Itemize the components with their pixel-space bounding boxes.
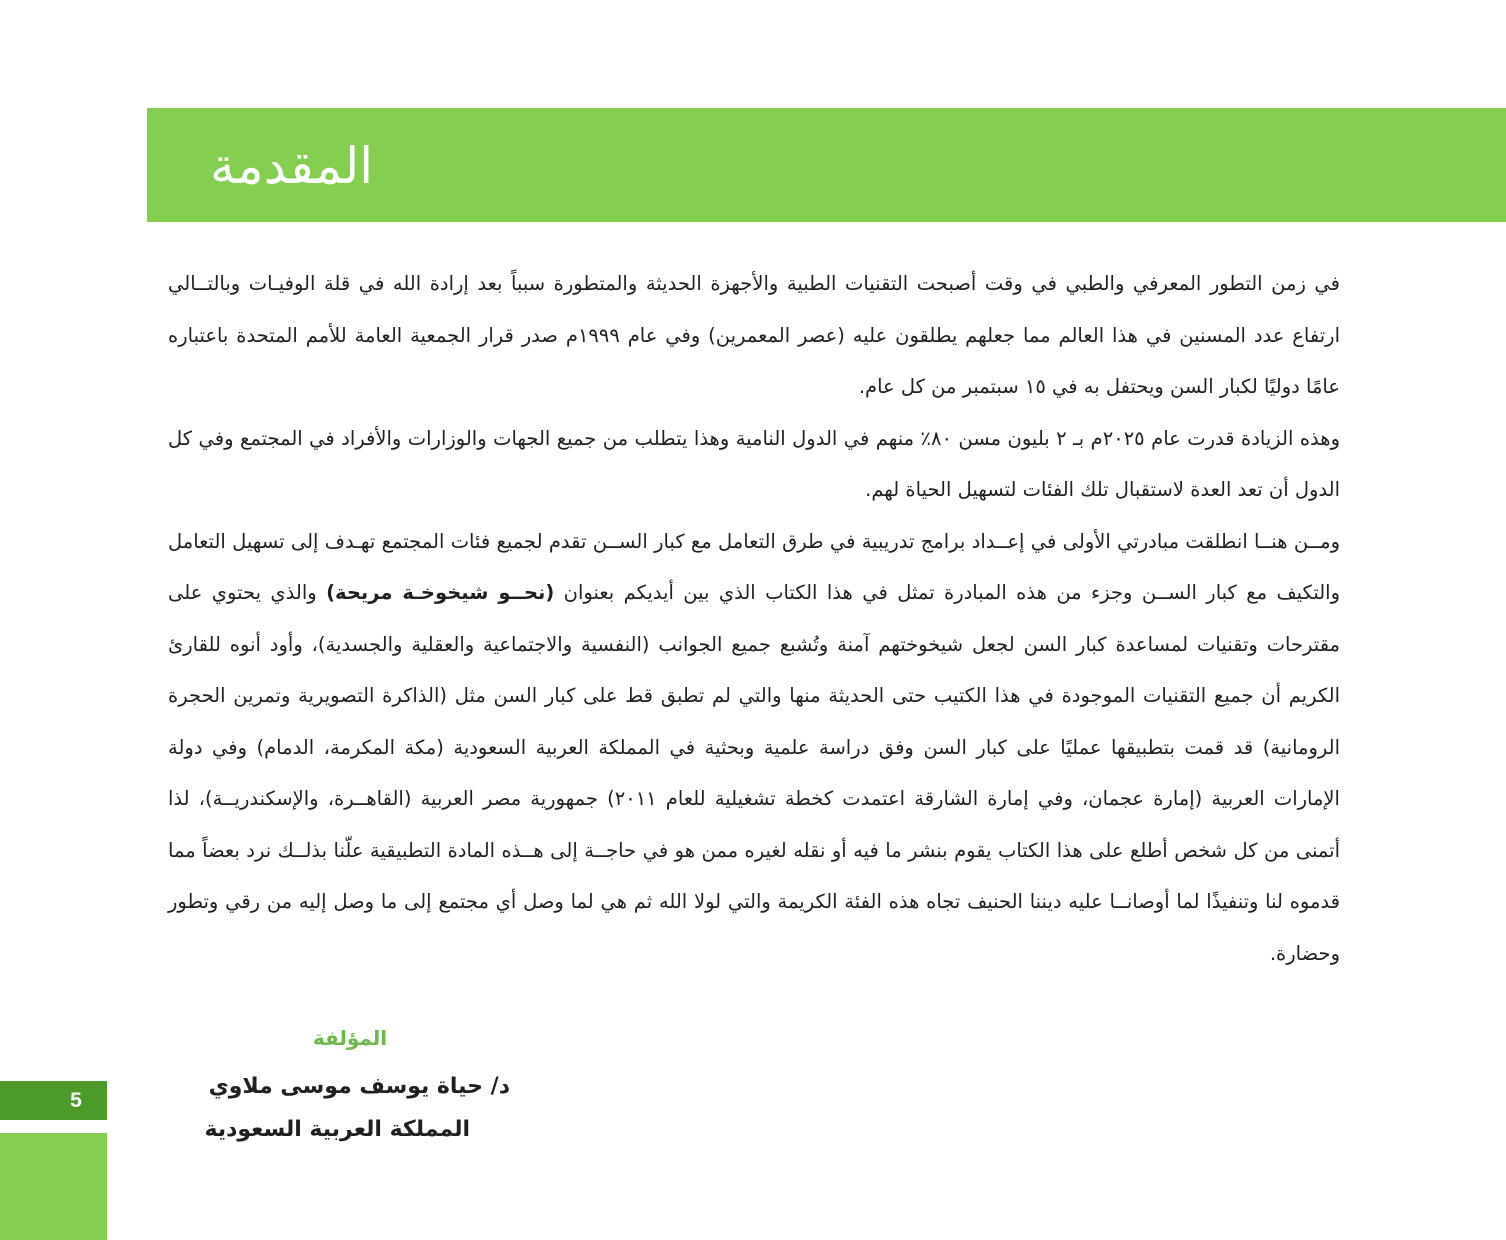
paragraph [168,516,1340,980]
page-title: المقدمة [210,137,374,195]
paragraph-text: والذي يحتوي على مقترحات وتقنيات لمساعدة كبار السن لجعل شيخوختهم آمنة وتُشبع جميع الجوانب (النفسية والاجتماعية والعقلية والجسدية)، وأود أنوه للقارئ الكريم أن جميع التقنيات الموجودة في هذا الكتيب حتى الحديثة منها والتي لم تطبق قط على كبار السن مثل (الذاكرة التصويرية وتمرين الحجرة الرومانية) قد قمت بتطبيقها عمليًا على كبار السن وفق دراسة علمية وبحثية في المملكة العربية السعودية (مكة المكرمة، الدمام) وفي دولة الإمارات العربية (إمارة عجمان، وفي إمارة الشارقة اعتمدت كخطة تشغيلية للعام ٢٠١١) جمهورية مصر العربية (القاهــرة، والإسكندريــة)، لذا أتمنى من كل شخص أطلع على هذا الكتاب يقوم بنشر ما فيه أو نقله لغيره ممن هو في حاجــة إلى هــذه المادة التطبيقية علّنا بذلــك نرد بعضاً مما قدموه لنا وتنفيذًا لما أوصانــا عليه ديننا الحنيف تجاه هذه الفئة الكريمة والتي لولا الله ثم هي لما وصل أي مجتمع إلى ما وصل إليه من رقي وتطور وحضارة. [168,581,1340,965]
author-country: المملكة العربية السعودية [204,1117,470,1142]
page-corner-bar [0,1133,107,1240]
author-role: المؤلفة [312,1026,388,1050]
page-number: 5 [70,1089,82,1112]
author-name: د/ حياة يوسف موسى ملاوي [208,1074,510,1099]
book-title-emphasis: (نحــو شيخوخـة مريحة) [326,581,555,604]
body-text [168,258,1340,979]
paragraph: في زمن التطور المعرفي والطبي في وقت أصبحت التقنيات الطبية والأجهزة الحديثة والمتطورة سبباً بعد إرادة الله في قلة الوفيـات وبالتــالي ارتفاع عدد المسنين في هذا العالم مما جعلهم يطلقون عليه (عصر المعمرين) وفي عام ١٩٩٩م صدر قرار الجمعية العامة للأمم المتحدة باعتباره عامًا دوليًا لكبار السن ويحتفل به في ١٥ سبتمبر من كل عام. [168,272,1340,398]
paragraph-text: ومــن هنــا انطلقت مبادرتي الأولى في إعــداد برامج تدريبية في طرق التعامل مع كبار الســن تقدم لجميع فئات المجتمع تهـدف إلى تسهيل التعامل والتكيف مع كبار الســن وجزء من هذه المبادرة تمثل في هذا الكتاب الذي بين أيديكم بعنوان [168,529,1340,604]
paragraph: وهذه الزيادة قدرت عام ٢٠٢٥م بـ ٢ بليون مسن ٨٠٪ منهم في الدول النامية وهذا يتطلب من جميع الجهات والوزارات والأفراد في المجتمع وفي كل الدول أن تعد العدة لاستقبال تلك الفئات لتسهيل الحياة لهم. [168,426,1340,501]
